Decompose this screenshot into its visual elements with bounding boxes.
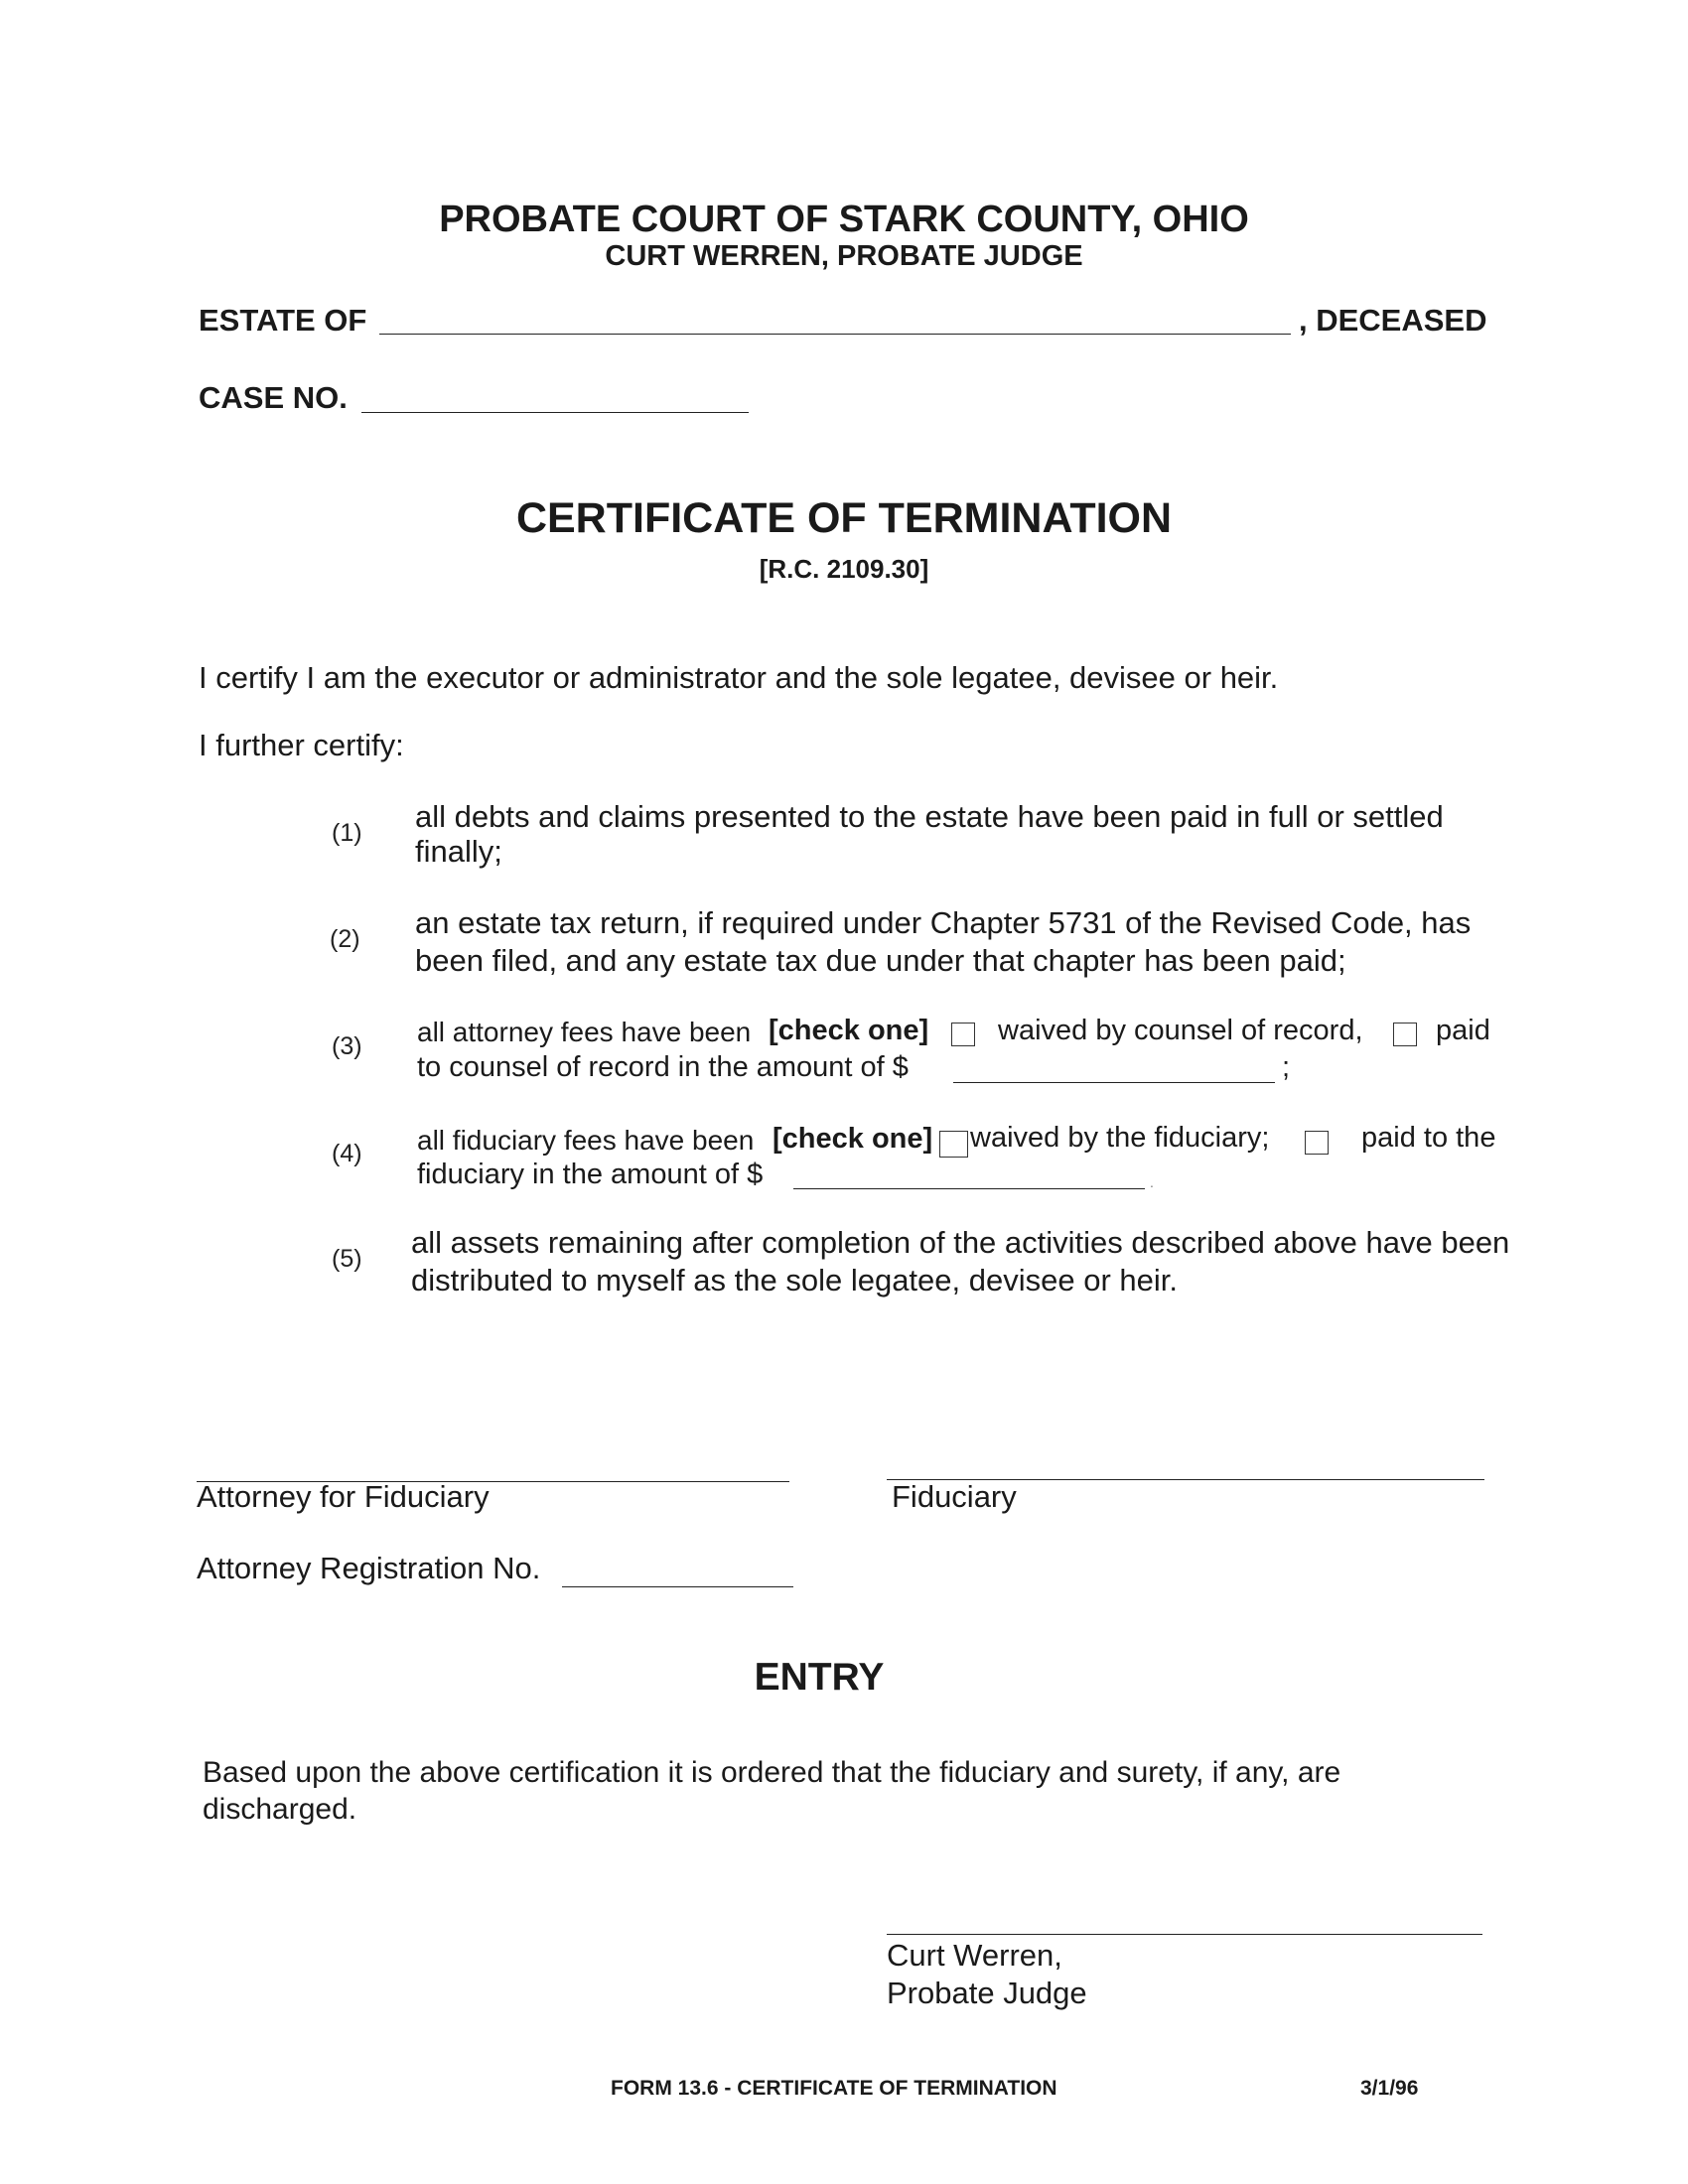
item-5-line-1: all assets remaining after completion of the activities described above have been bbox=[411, 1225, 1510, 1260]
waived-by-counsel-checkbox[interactable] bbox=[951, 1023, 975, 1046]
judge-name: Curt Werren, bbox=[887, 1938, 1062, 1973]
entry-line-1: Based upon the above certification it is ordered that the fiduciary and surety, if any, are bbox=[203, 1756, 1341, 1789]
item-4-check-one: [check one] bbox=[773, 1123, 933, 1155]
entry-title: ENTRY bbox=[754, 1656, 885, 1699]
estate-label: ESTATE OF bbox=[199, 303, 367, 338]
item-4-end: . bbox=[1150, 1174, 1154, 1190]
case-label: CASE NO. bbox=[199, 380, 348, 415]
form-footer: FORM 13.6 - CERTIFICATE OF TERMINATION bbox=[611, 2077, 1057, 2100]
item-3-option-paid: paid bbox=[1436, 1015, 1490, 1046]
item-2-line-1: an estate tax return, if required under Chapter 5731 of the Revised Code, has bbox=[415, 905, 1472, 940]
attorney-for-fiduciary-label: Attorney for Fiduciary bbox=[197, 1479, 490, 1514]
further-certify-label: I further certify: bbox=[199, 728, 404, 762]
item-number: (2) bbox=[330, 925, 360, 953]
counsel-fee-amount-field[interactable] bbox=[953, 1082, 1275, 1083]
item-number: (4) bbox=[332, 1140, 362, 1167]
attorney-registration-label: Attorney Registration No. bbox=[197, 1551, 541, 1585]
item-3-check-one: [check one] bbox=[769, 1015, 929, 1046]
item-4-option-waived: waived by the fiduciary; bbox=[970, 1122, 1270, 1154]
item-4-line-2: fiduciary in the amount of $ bbox=[417, 1159, 764, 1190]
fiduciary-label: Fiduciary bbox=[892, 1479, 1017, 1514]
item-3-option-waived: waived by counsel of record, bbox=[998, 1015, 1363, 1046]
court-title: PROBATE COURT OF STARK COUNTY, OHIO bbox=[439, 199, 1249, 240]
item-1-line-1: all debts and claims presented to the estate have been paid in full or settled bbox=[415, 799, 1444, 834]
item-2-line-2: been filed, and any estate tax due under that chapter has been paid; bbox=[415, 943, 1346, 978]
item-1-line-2: finally; bbox=[415, 834, 502, 869]
estate-name-field[interactable] bbox=[379, 334, 1291, 335]
waived-by-fiduciary-checkbox[interactable] bbox=[939, 1131, 968, 1158]
judge-signature-line[interactable] bbox=[887, 1934, 1482, 1935]
statute-reference: [R.C. 2109.30] bbox=[759, 554, 929, 584]
item-4-lead: all fiduciary fees have been bbox=[417, 1125, 755, 1156]
item-number: (3) bbox=[332, 1032, 362, 1060]
fiduciary-fee-amount-field[interactable] bbox=[793, 1188, 1145, 1189]
entry-line-2: discharged. bbox=[203, 1793, 357, 1826]
item-5-line-2: distributed to myself as the sole legatee, devisee or heir. bbox=[411, 1263, 1178, 1297]
item-3-line-2: to counsel of record in the amount of $ bbox=[417, 1051, 909, 1083]
deceased-label: , DECEASED bbox=[1299, 303, 1487, 338]
judge-line: CURT WERREN, PROBATE JUDGE bbox=[605, 240, 1083, 272]
certification-intro: I certify I am the executor or administrator and the sole legatee, devisee or heir. bbox=[199, 660, 1279, 695]
certificate-title: CERTIFICATE OF TERMINATION bbox=[515, 494, 1173, 542]
attorney-registration-field[interactable] bbox=[562, 1586, 793, 1587]
paid-to-fiduciary-checkbox[interactable] bbox=[1305, 1131, 1329, 1155]
item-number: (5) bbox=[332, 1245, 362, 1273]
case-number-field[interactable] bbox=[361, 412, 749, 413]
item-3-lead: all attorney fees have been bbox=[417, 1017, 752, 1047]
item-4-option-paid: paid to the bbox=[1361, 1122, 1496, 1154]
judge-title: Probate Judge bbox=[887, 1976, 1087, 2010]
item-3-end: ; bbox=[1282, 1051, 1291, 1083]
paid-to-counsel-checkbox[interactable] bbox=[1393, 1023, 1417, 1046]
form-date: 3/1/96 bbox=[1360, 2077, 1419, 2100]
item-number: (1) bbox=[332, 819, 362, 847]
